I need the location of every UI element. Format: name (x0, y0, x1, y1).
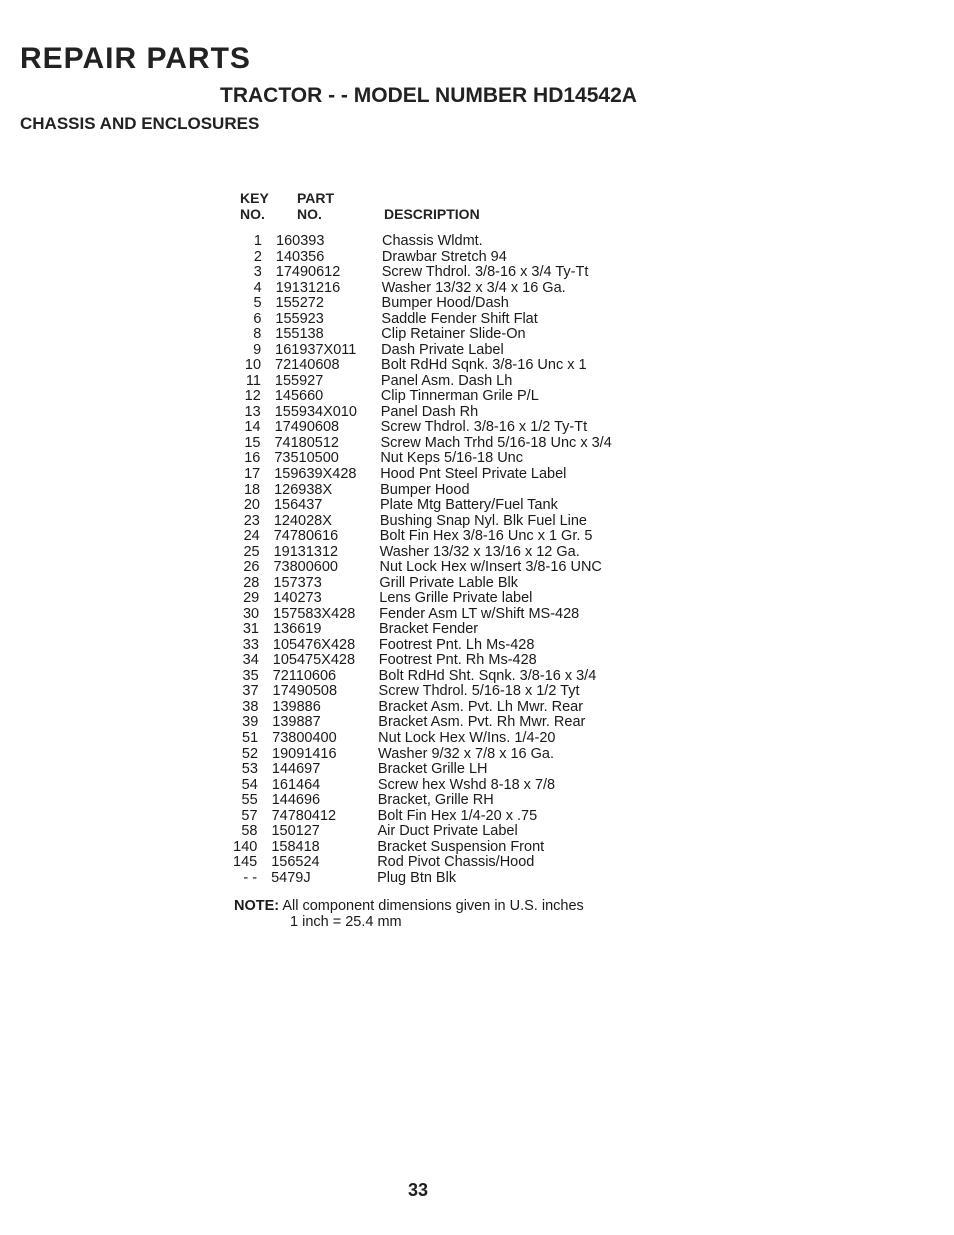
key-no-cell: 1 (253, 233, 262, 249)
description-cell: Bracket Asm. Pvt. Lh Mwr. Rear (378, 698, 584, 715)
description-cell: Bolt RdHd Sht. Sqnk. 3/8-16 x 3/4 (378, 667, 597, 684)
part-no-cell: 73510500 (274, 450, 339, 467)
table-row (229, 653, 689, 669)
key-no-cell: 4 (253, 279, 262, 296)
part-no-cell: 19091416 (272, 745, 337, 762)
table-row (229, 669, 689, 685)
part-no-cell: 145660 (274, 388, 324, 405)
key-no-cell: 29 (243, 590, 260, 607)
description-cell: Panel Asm. Dash Lh (380, 372, 513, 389)
key-no-cell: 28 (243, 574, 260, 591)
table-row (228, 778, 688, 794)
table-row (228, 731, 688, 747)
description-cell: Washer 13/32 x 13/16 x 12 Ga. (379, 543, 580, 560)
table-row (228, 715, 688, 731)
dimensions-note (234, 898, 584, 930)
key-no-cell: 53 (241, 761, 258, 778)
part-no-cell: 150127 (271, 823, 320, 840)
key-no-cell: - - (243, 869, 258, 886)
key-no-cell: 24 (243, 528, 260, 545)
part-no-cell: 17490612 (275, 264, 341, 281)
key-no-cell: 16 (244, 450, 261, 467)
part-no-cell: 19131216 (275, 279, 341, 296)
part-no-cell: 155138 (275, 326, 324, 343)
table-row (230, 498, 690, 514)
description-cell: Screw hex Wshd 8-18 x 7/8 (377, 776, 556, 793)
table-row (228, 762, 688, 778)
table-row (229, 607, 689, 623)
part-no-cell: 159639X428 (274, 465, 357, 482)
part-no-cell: 74780616 (273, 528, 339, 545)
key-no-cell: 51 (242, 730, 259, 746)
key-no-cell: 55 (241, 792, 258, 809)
table-row (229, 638, 689, 654)
part-no-cell: 105476X428 (272, 636, 356, 653)
table-row (230, 529, 690, 545)
part-no-cell: 17490608 (274, 419, 340, 436)
part-no-cell: 144697 (271, 761, 321, 778)
description-cell: Screw Thdrol. 5/16-18 x 1/2 Tyt (378, 683, 580, 700)
part-no-cell: 161937X011 (275, 341, 357, 358)
key-no-cell: 145 (233, 854, 258, 871)
part-no-header (297, 190, 367, 222)
table-row (231, 327, 691, 343)
description-cell: Fender Asm LT w/Shift MS-428 (379, 605, 580, 622)
key-no-cell: 12 (244, 388, 261, 405)
description-cell: Washer 13/32 x 3/4 x 16 Ga. (381, 279, 566, 296)
part-no-cell: 156524 (271, 854, 320, 871)
part-no-cell: 140356 (275, 248, 325, 265)
description-cell: Bolt RdHd Sqnk. 3/8-16 Unc x 1 (381, 357, 587, 374)
note-line1: All component dimensions given in U.S. inches (282, 898, 584, 914)
key-no-cell: 54 (241, 776, 258, 793)
key-no-cell: 35 (242, 667, 259, 684)
table-row (231, 343, 691, 359)
part-no-cell: 156437 (273, 497, 323, 514)
table-row (227, 824, 687, 840)
table-row (230, 545, 690, 561)
table-row (227, 871, 687, 887)
parts-list (232, 234, 692, 886)
part-no-cell: 139886 (272, 698, 321, 715)
part-no-cell: 160393 (276, 233, 325, 249)
part-no-cell: 126938X (274, 481, 333, 498)
description-cell: Nut Lock Hex w/Insert 3/8-16 UNC (379, 559, 602, 576)
part-no-cell: 140273 (273, 590, 322, 607)
key-no-cell: 38 (242, 698, 259, 715)
description-cell: Nut Lock Hex W/Ins. 1/4-20 (378, 730, 556, 746)
model-subtitle: TRACTOR - - MODEL NUMBER HD14542A (220, 84, 637, 107)
key-no-cell: 57 (241, 807, 258, 824)
table-row (232, 234, 692, 250)
table-row (230, 483, 690, 499)
description-cell: Nut Keps 5/16-18 Unc (380, 450, 523, 467)
table-row (231, 358, 691, 374)
key-no-cell: 31 (242, 621, 259, 638)
description-cell: Hood Pnt Steel Private Label (380, 465, 567, 482)
table-row (230, 451, 690, 467)
key-no-cell: 39 (242, 714, 259, 731)
description-cell: Screw Thdrol. 3/8-16 x 1/2 Ty-Tt (380, 419, 588, 436)
key-no-cell: 52 (241, 745, 259, 762)
key-no-cell: 11 (245, 372, 261, 389)
table-row (232, 250, 692, 266)
key-no-cell: 13 (244, 403, 261, 420)
key-no-cell: 15 (244, 434, 261, 451)
part-no-cell: 157373 (273, 574, 322, 591)
table-row (232, 296, 692, 312)
description-cell: Bracket, Grille RH (377, 792, 494, 809)
key-no-cell: 14 (244, 419, 261, 436)
key-no-cell: 17 (244, 465, 261, 482)
description-cell: Footrest Pnt. Lh Ms-428 (378, 636, 535, 653)
description-cell: Dash Private Label (381, 341, 504, 358)
table-row (227, 840, 687, 856)
description-cell: Screw Mach Trhd 5/16-18 Unc x 3/4 (380, 434, 612, 451)
part-no-cell: 74180512 (274, 434, 339, 451)
part-no-cell: 73800600 (273, 559, 338, 576)
description-cell: Screw Thdrol. 3/8-16 x 3/4 Ty-Tt (381, 264, 589, 281)
key-no-header (240, 190, 290, 222)
part-no-cell: 124028X (273, 512, 332, 529)
part-header-line1: PART (297, 190, 335, 206)
key-no-cell: 5 (253, 295, 262, 312)
description-cell: Bumper Hood (380, 481, 470, 498)
part-no-cell: 74780412 (271, 807, 337, 824)
part-no-cell: 155272 (275, 295, 324, 312)
key-header-line1: KEY (240, 190, 269, 206)
description-cell: Bolt Fin Hex 1/4-20 x .75 (377, 807, 538, 824)
table-row (229, 591, 689, 607)
description-cell: Lens Grille Private label (379, 590, 533, 607)
table-row (230, 467, 690, 483)
table-row (231, 389, 691, 405)
key-no-cell: 37 (242, 683, 259, 700)
table-row (229, 560, 689, 576)
key-no-cell: 20 (243, 497, 260, 514)
key-no-cell: 25 (243, 543, 260, 560)
part-no-cell: 72140608 (275, 357, 340, 374)
description-cell: Drawbar Stretch 94 (381, 248, 507, 265)
table-row (229, 622, 689, 638)
description-cell: Bushing Snap Nyl. Blk Fuel Line (379, 512, 587, 529)
part-no-cell: 157583X428 (273, 605, 356, 622)
part-no-cell: 105475X428 (272, 652, 356, 669)
description-cell: Air Duct Private Label (377, 823, 518, 840)
description-cell: Bracket Fender (379, 621, 479, 638)
key-no-cell: 23 (243, 512, 260, 529)
table-row (230, 436, 690, 452)
table-row (228, 793, 688, 809)
key-header-line2: NO. (240, 206, 265, 222)
table-row (229, 576, 689, 592)
key-no-cell: 58 (241, 823, 258, 840)
description-cell: Clip Retainer Slide-On (381, 326, 526, 343)
table-row (230, 514, 690, 530)
table-row (231, 312, 691, 328)
page-title: REPAIR PARTS (20, 42, 251, 75)
table-row (228, 700, 688, 716)
table-row (231, 374, 691, 390)
description-cell: Plate Mtg Battery/Fuel Tank (379, 497, 558, 514)
table-row (228, 809, 688, 825)
description-cell: Grill Private Lable Blk (379, 574, 518, 591)
part-no-cell: 19131312 (273, 543, 339, 560)
description-cell: Chassis Wldmt. (382, 233, 483, 249)
table-row (231, 420, 691, 436)
table-row (231, 405, 691, 421)
description-cell: Bumper Hood/Dash (381, 295, 509, 312)
key-no-cell: 2 (253, 248, 262, 265)
part-no-cell: 155923 (275, 310, 324, 327)
part-no-cell: 136619 (273, 621, 322, 638)
table-row (232, 265, 692, 281)
key-no-cell: 140 (233, 838, 258, 855)
part-no-cell: 5479J (271, 869, 311, 886)
description-cell: Bracket Grille LH (377, 761, 488, 778)
part-no-cell: 73800400 (272, 730, 337, 746)
part-header-line2: NO. (297, 206, 322, 222)
note-label: NOTE: (234, 898, 280, 914)
description-cell: Plug Btn Blk (377, 869, 457, 886)
key-no-cell: 9 (253, 341, 262, 358)
table-row (229, 684, 689, 700)
page-number: 33 (408, 1180, 429, 1200)
part-no-cell: 17490508 (272, 683, 338, 700)
description-cell: Bolt Fin Hex 3/8-16 Unc x 1 Gr. 5 (379, 528, 593, 545)
note-line2: 1 inch = 25.4 mm (290, 914, 402, 930)
table-row (232, 281, 692, 297)
key-no-cell: 3 (253, 264, 262, 281)
part-no-cell: 139887 (272, 714, 321, 731)
table-row (227, 855, 687, 871)
key-no-cell: 8 (253, 326, 262, 343)
key-no-cell: 10 (244, 357, 262, 374)
part-no-cell: 161464 (271, 776, 321, 793)
part-no-cell: 72110606 (272, 667, 337, 684)
part-no-cell: 144696 (271, 792, 321, 809)
description-cell: Rod Pivot Chassis/Hood (377, 854, 535, 871)
key-no-cell: 33 (242, 636, 259, 653)
key-no-cell: 30 (242, 605, 260, 622)
description-cell: Saddle Fender Shift Flat (381, 310, 538, 327)
key-no-cell: 18 (243, 481, 261, 498)
description-cell: Bracket Asm. Pvt. Rh Mwr. Rear (378, 714, 586, 731)
section-heading: CHASSIS AND ENCLOSURES (20, 114, 260, 133)
key-no-cell: 6 (253, 310, 262, 327)
part-no-cell: 158418 (271, 838, 320, 855)
part-no-cell: 155934X010 (274, 403, 357, 420)
part-no-cell: 155927 (274, 372, 324, 389)
description-cell: Bracket Suspension Front (377, 838, 545, 855)
description-cell: Panel Dash Rh (380, 403, 479, 420)
key-no-cell: 26 (243, 559, 260, 576)
description-header: DESCRIPTION (384, 206, 480, 222)
table-row (228, 747, 688, 763)
description-cell: Footrest Pnt. Rh Ms-428 (378, 652, 537, 669)
description-cell: Clip Tinnerman Grile P/L (380, 388, 539, 405)
key-no-cell: 34 (242, 652, 259, 669)
description-cell: Washer 9/32 x 7/8 x 16 Ga. (378, 745, 555, 762)
